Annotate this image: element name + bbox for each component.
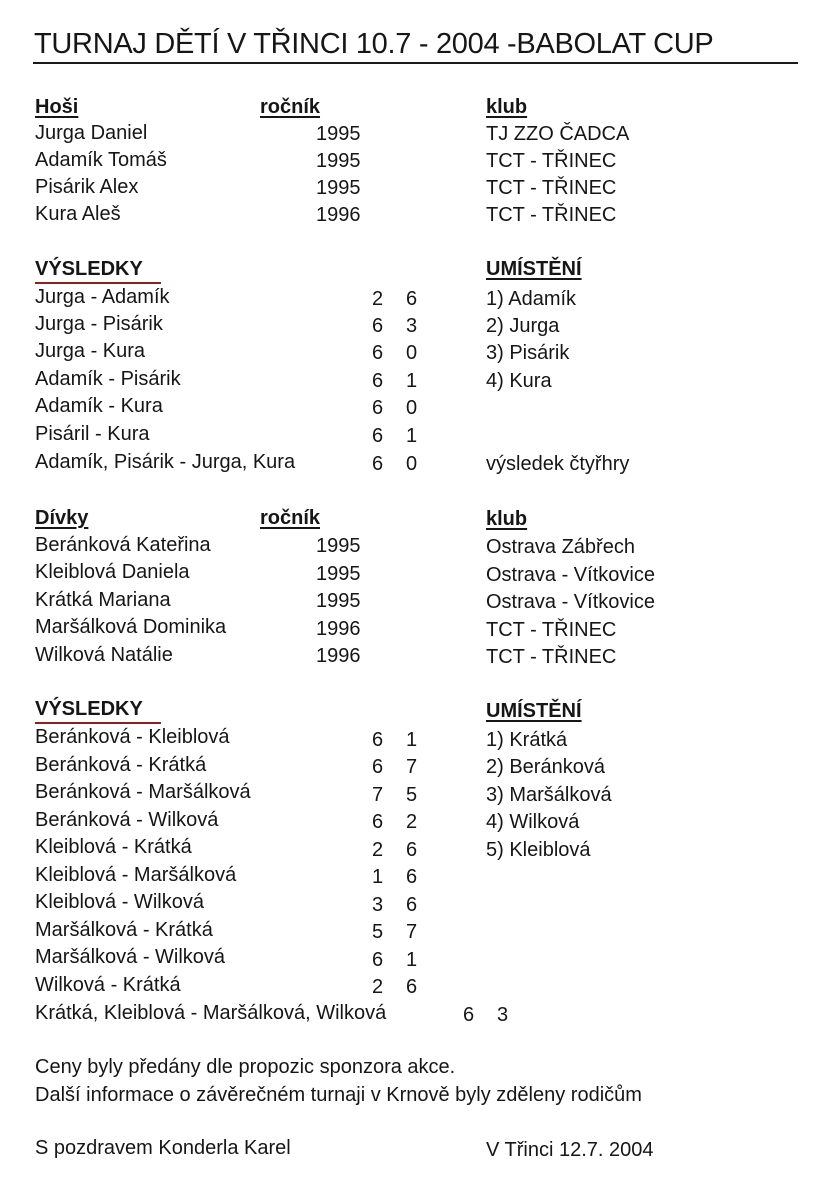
- girl-year: 1995: [316, 563, 361, 585]
- girls-match-score1: 6: [372, 811, 384, 833]
- girls-results-underline: [35, 722, 161, 724]
- girls-match-score1: 2: [372, 839, 384, 861]
- girls-match-score1: 7: [372, 784, 384, 806]
- girls-club-heading: klub: [486, 508, 528, 530]
- girls-placement: 1) Krátká: [486, 729, 568, 751]
- girls-match-score1: 1: [372, 866, 384, 888]
- girls-match-score2: 1: [406, 729, 418, 751]
- signature: S pozdravem Konderla Karel: [35, 1137, 291, 1159]
- boys-placement: 4) Kura: [486, 370, 552, 392]
- boy-club: TJ ZZO ČADCA: [486, 123, 630, 145]
- girls-match-score2: 6: [406, 839, 418, 861]
- boys-match-pair: Jurga - Kura: [35, 340, 146, 362]
- boys-match-pair: Pisáril - Kura: [35, 423, 150, 445]
- page-title: TURNAJ DĚTÍ V TŘINCI 10.7 - 2004 -BABOLAT CUP: [34, 28, 714, 60]
- place-date: V Třinci 12.7. 2004: [486, 1139, 654, 1161]
- boys-heading: Hoši: [35, 96, 79, 118]
- boys-match-score1: 6: [372, 370, 384, 392]
- boys-results-heading: VÝSLEDKY: [35, 258, 143, 280]
- boy-year: 1995: [316, 123, 361, 145]
- girls-heading: Dívky: [35, 507, 89, 529]
- boys-match-score1: 6: [372, 342, 384, 364]
- girl-year: 1996: [316, 618, 361, 640]
- boys-match-score2: 1: [406, 425, 418, 447]
- girls-placement-heading: UMÍSTĚNÍ: [486, 700, 582, 722]
- boys-doubles-pair: Adamík, Pisárik - Jurga, Kura: [35, 451, 296, 473]
- girls-match-pair: Maršálková - Wilková: [35, 946, 226, 968]
- boys-doubles-note: výsledek čtyřhry: [486, 453, 630, 475]
- girl-name: Wilková Natálie: [35, 644, 173, 666]
- boys-match-pair: Adamík - Kura: [35, 395, 163, 417]
- title-underline: [33, 62, 798, 64]
- boys-club-heading: klub: [486, 96, 528, 118]
- boys-placement: 1) Adamík: [486, 288, 577, 310]
- girl-year: 1995: [316, 590, 361, 612]
- footer-prizes-note: Ceny byly předány dle propozic sponzora akce.: [35, 1056, 456, 1078]
- girls-match-score1: 6: [372, 949, 384, 971]
- boy-name: Kura Aleš: [35, 203, 121, 225]
- girl-name: Kleiblová Daniela: [35, 561, 190, 583]
- girls-match-score1: 5: [372, 921, 384, 943]
- boys-match-score1: 6: [372, 425, 384, 447]
- boys-match-pair: Jurga - Pisárik: [35, 313, 163, 335]
- girl-name: Krátká Mariana: [35, 589, 171, 611]
- girls-match-score1: 3: [372, 894, 384, 916]
- boys-match-score2: 0: [406, 397, 418, 419]
- girls-placement: 4) Wilková: [486, 811, 580, 833]
- boys-year-heading: ročník: [260, 96, 321, 118]
- girls-match-pair: Beránková - Kleiblová: [35, 726, 230, 748]
- girls-match-pair: Beránková - Krátká: [35, 754, 207, 776]
- boy-club: TCT - TŘINEC: [486, 177, 617, 199]
- boys-doubles-score1: 6: [372, 453, 384, 475]
- boys-match-score1: 6: [372, 397, 384, 419]
- girls-match-score2: 6: [406, 866, 418, 888]
- boys-match-pair: Jurga - Adamík: [35, 286, 170, 308]
- boy-year: 1995: [316, 150, 361, 172]
- girls-year-heading: ročník: [260, 507, 321, 529]
- boy-club: TCT - TŘINEC: [486, 204, 617, 226]
- girl-year: 1996: [316, 645, 361, 667]
- boys-match-score2: 3: [406, 315, 418, 337]
- boys-match-score2: 1: [406, 370, 418, 392]
- boys-placement: 2) Jurga: [486, 315, 560, 337]
- girls-match-score2: 1: [406, 949, 418, 971]
- girls-placement: 5) Kleiblová: [486, 839, 591, 861]
- boys-match-score1: 2: [372, 288, 384, 310]
- girls-match-pair: Beránková - Maršálková: [35, 781, 251, 803]
- girls-match-pair: Maršálková - Krátká: [35, 919, 213, 941]
- girls-match-score2: 7: [406, 756, 418, 778]
- girls-placement: 3) Maršálková: [486, 784, 612, 806]
- boy-year: 1996: [316, 204, 361, 226]
- girl-year: 1995: [316, 535, 361, 557]
- girls-match-score1: 2: [372, 976, 384, 998]
- girls-match-pair: Beránková - Wilková: [35, 809, 219, 831]
- girl-club: Ostrava - Vítkovice: [486, 564, 655, 586]
- boy-name: Jurga Daniel: [35, 122, 148, 144]
- boys-match-score2: 0: [406, 342, 418, 364]
- girl-club: TCT - TŘINEC: [486, 619, 617, 641]
- girls-doubles-pair: Krátká, Kleiblová - Maršálková, Wilková: [35, 1002, 387, 1024]
- boys-results-underline: [35, 282, 161, 284]
- boys-match-score1: 6: [372, 315, 384, 337]
- girl-name: Beránková Kateřina: [35, 534, 211, 556]
- girls-match-score1: 6: [372, 756, 384, 778]
- girls-match-score2: 7: [406, 921, 418, 943]
- girl-club: TCT - TŘINEC: [486, 646, 617, 668]
- boy-club: TCT - TŘINEC: [486, 150, 617, 172]
- girl-club: Ostrava - Vítkovice: [486, 591, 655, 613]
- girls-match-pair: Kleiblová - Wilková: [35, 891, 204, 913]
- boy-year: 1995: [316, 177, 361, 199]
- boy-name: Adamík Tomáš: [35, 149, 167, 171]
- girls-match-score2: 6: [406, 976, 418, 998]
- girls-match-score2: 2: [406, 811, 418, 833]
- girls-match-pair: Kleiblová - Krátká: [35, 836, 192, 858]
- girls-match-score1: 6: [372, 729, 384, 751]
- girls-match-score2: 5: [406, 784, 418, 806]
- boys-placement-heading: UMÍSTĚNÍ: [486, 258, 582, 280]
- girls-doubles-score1: 6: [463, 1004, 475, 1026]
- boys-match-pair: Adamík - Pisárik: [35, 368, 181, 390]
- girl-club: Ostrava Zábřech: [486, 536, 635, 558]
- girls-match-pair: Kleiblová - Maršálková: [35, 864, 237, 886]
- boys-placement: 3) Pisárik: [486, 342, 570, 364]
- boys-doubles-score2: 0: [406, 453, 418, 475]
- girls-placement: 2) Beránková: [486, 756, 605, 778]
- girls-match-score2: 6: [406, 894, 418, 916]
- girls-results-heading: VÝSLEDKY: [35, 698, 143, 720]
- girl-name: Maršálková Dominika: [35, 616, 227, 638]
- girls-doubles-score2: 3: [497, 1004, 509, 1026]
- girls-match-pair: Wilková - Krátká: [35, 974, 181, 996]
- boys-match-score2: 6: [406, 288, 418, 310]
- footer-info-note: Další informace o závěrečném turnaji v Krnově byly zděleny rodičům: [35, 1084, 642, 1106]
- boy-name: Pisárik Alex: [35, 176, 139, 198]
